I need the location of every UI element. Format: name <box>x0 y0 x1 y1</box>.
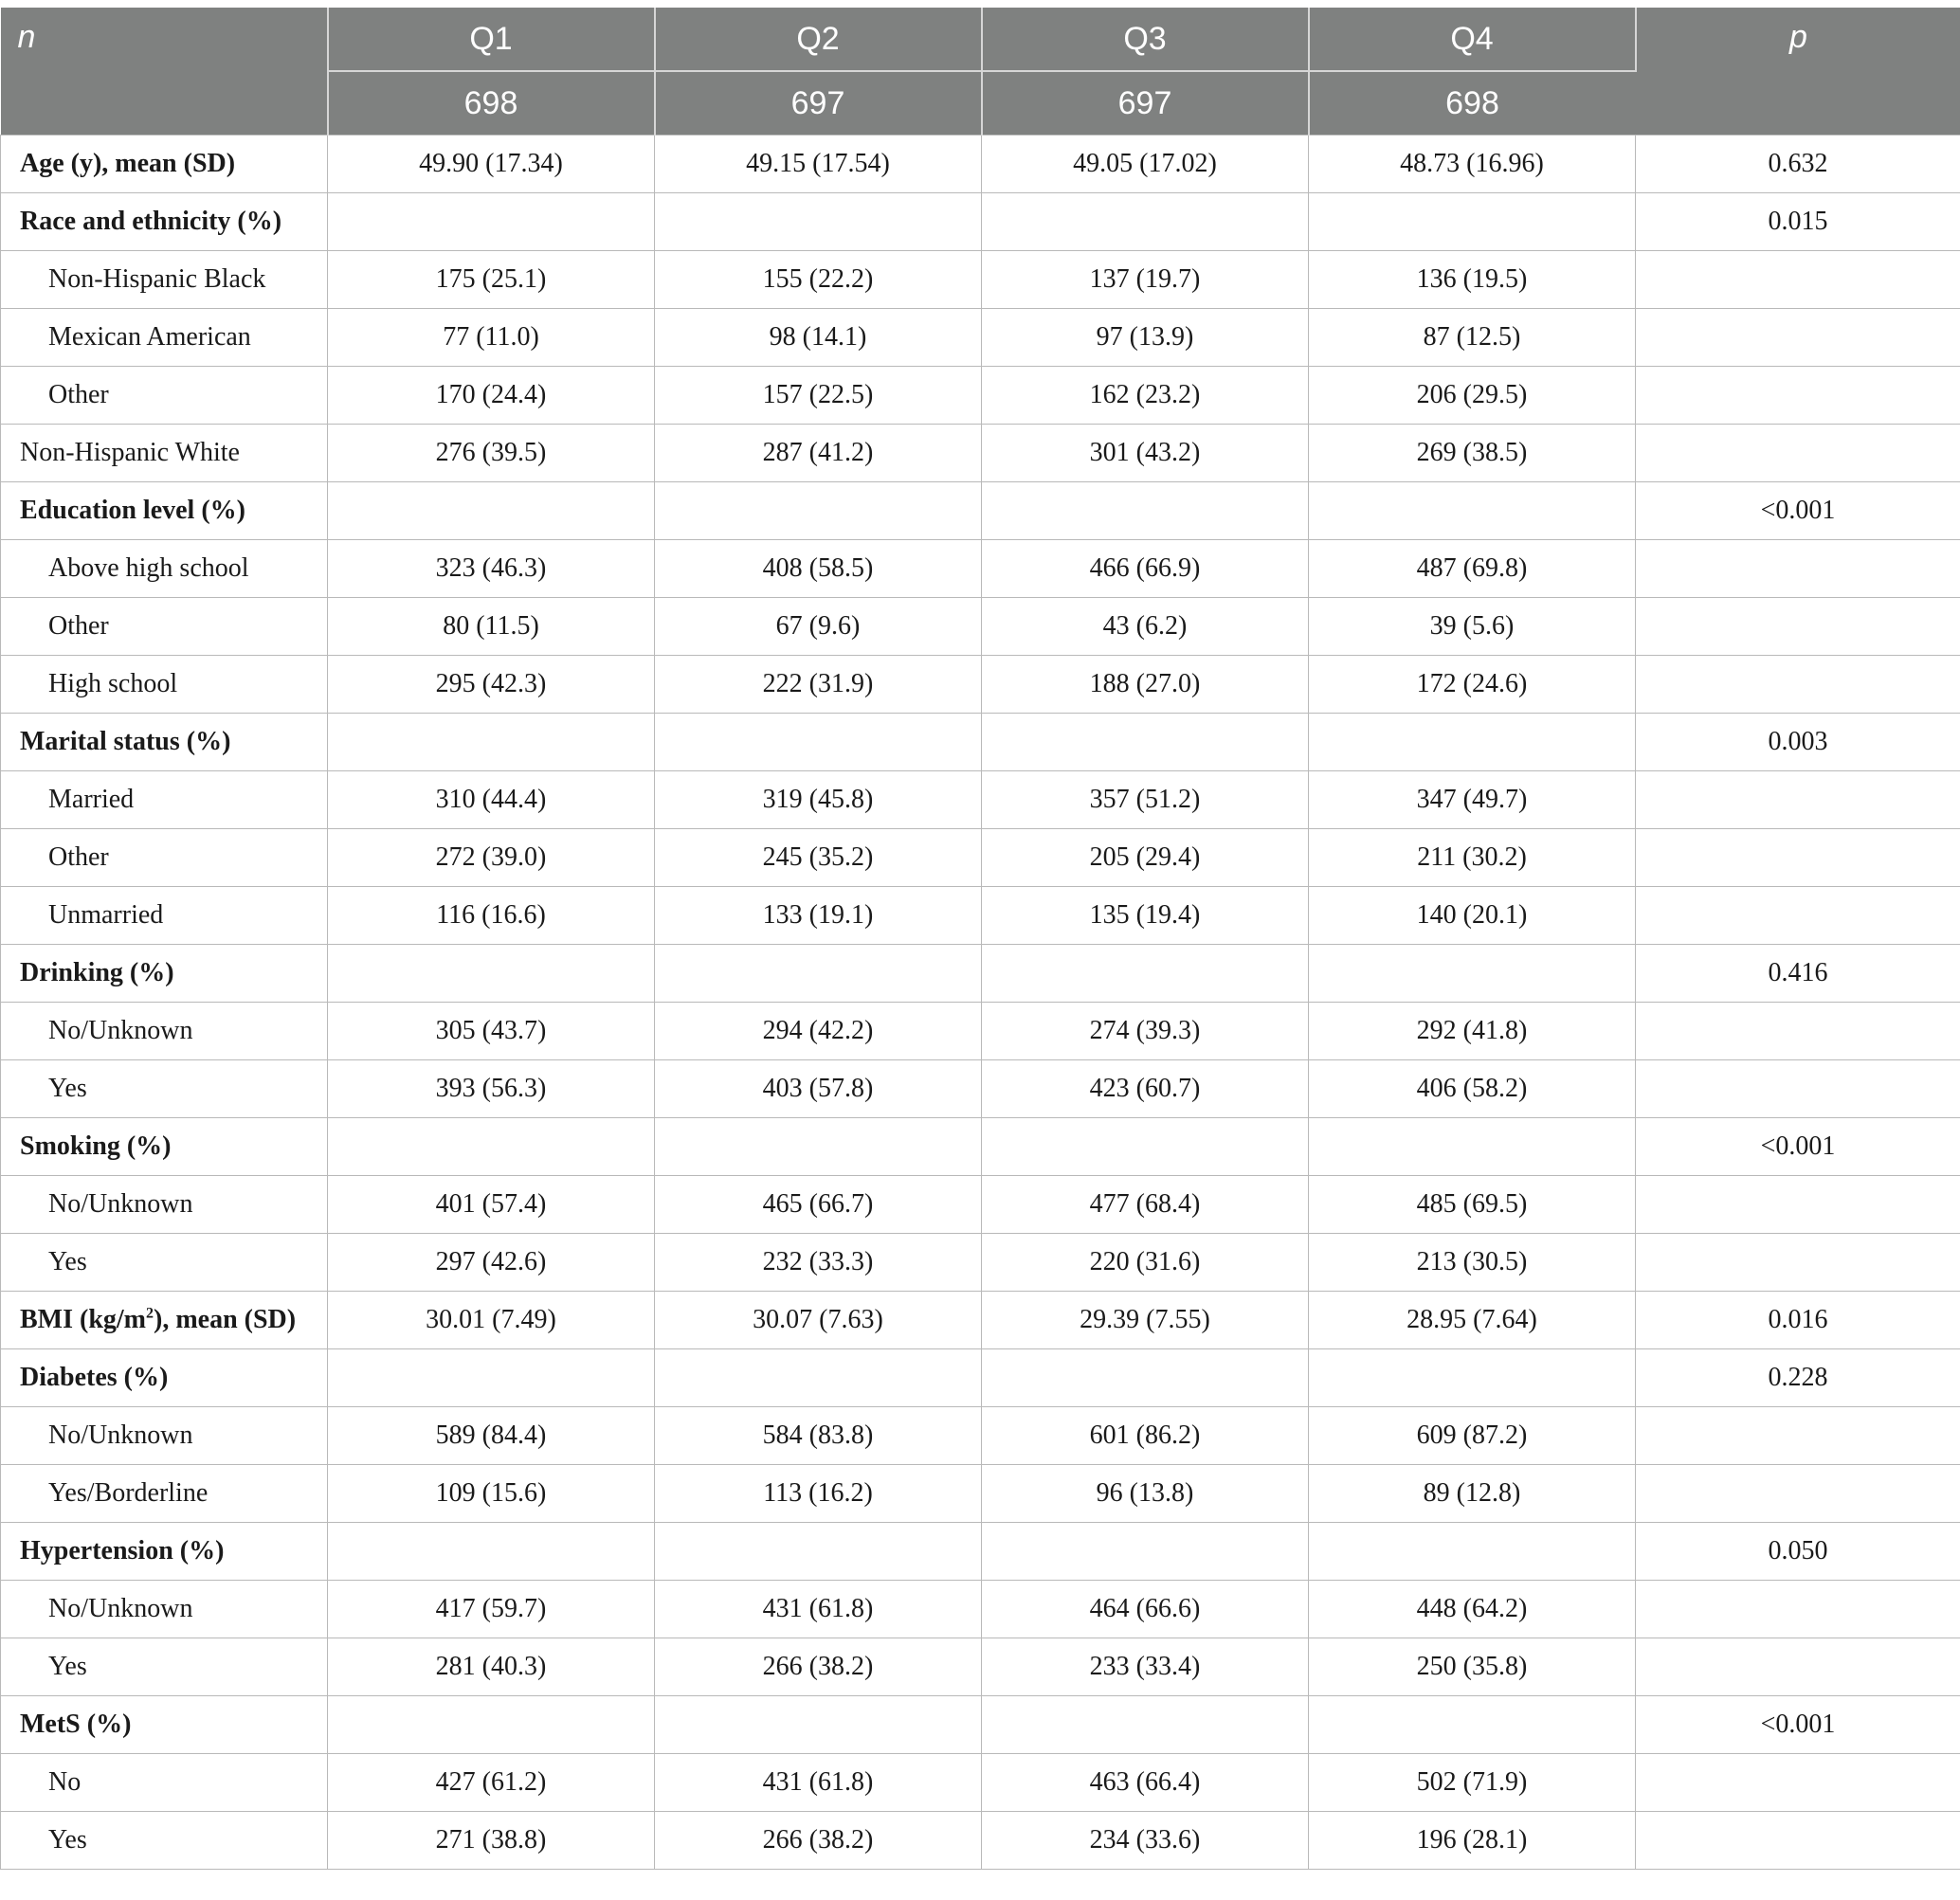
q2-header: Q2 <box>655 8 982 71</box>
q2-cell: 133 (19.1) <box>655 887 982 945</box>
q3-cell <box>982 193 1309 251</box>
table-row <box>1 1812 1960 1870</box>
q1-cell: 589 (84.4) <box>328 1407 655 1465</box>
q3-cell: 49.05 (17.02) <box>982 136 1309 193</box>
q3-cell: 274 (39.3) <box>982 1003 1309 1060</box>
table-row <box>1 1696 1960 1754</box>
q2-cell: 287 (41.2) <box>655 425 982 482</box>
q3-cell: 205 (29.4) <box>982 829 1309 887</box>
table-row <box>1 771 1960 829</box>
q3-cell: 29.39 (7.55) <box>982 1292 1309 1349</box>
row-label: Yes/Borderline <box>1 1465 328 1523</box>
table-row <box>1 829 1960 887</box>
table-row <box>1 251 1960 309</box>
p-value-cell: 0.016 <box>1636 1292 1960 1349</box>
q2-cell <box>655 1696 982 1754</box>
row-label: Other <box>1 598 328 656</box>
row-label: Mexican American <box>1 309 328 367</box>
q3-cell: 233 (33.4) <box>982 1638 1309 1696</box>
q3-cell: 466 (66.9) <box>982 540 1309 598</box>
q1-cell <box>328 1118 655 1176</box>
q4-cell: 172 (24.6) <box>1309 656 1636 714</box>
q4-cell <box>1309 1696 1636 1754</box>
row-label: No/Unknown <box>1 1176 328 1234</box>
q1-cell: 276 (39.5) <box>328 425 655 482</box>
table-row <box>1 136 1960 193</box>
q4-cell <box>1309 945 1636 1003</box>
q2-cell: 266 (38.2) <box>655 1812 982 1870</box>
p-value-cell <box>1636 309 1960 367</box>
q2-cell <box>655 1349 982 1407</box>
q4-cell <box>1309 193 1636 251</box>
p-value-cell: <0.001 <box>1636 1118 1960 1176</box>
table-row <box>1 1407 1960 1465</box>
p-value-cell <box>1636 1003 1960 1060</box>
row-label: Yes <box>1 1812 328 1870</box>
row-label: No <box>1 1754 328 1812</box>
q2-cell: 49.15 (17.54) <box>655 136 982 193</box>
table-row <box>1 425 1960 482</box>
q3-cell: 135 (19.4) <box>982 887 1309 945</box>
q1-cell: 49.90 (17.34) <box>328 136 655 193</box>
q2-cell: 113 (16.2) <box>655 1465 982 1523</box>
row-label-text: ), mean (SD) <box>154 1305 297 1334</box>
q4-cell: 211 (30.2) <box>1309 829 1636 887</box>
q4-cell: 89 (12.8) <box>1309 1465 1636 1523</box>
p-value-cell <box>1636 1234 1960 1292</box>
q2-cell: 98 (14.1) <box>655 309 982 367</box>
row-label: Diabetes (%) <box>1 1349 328 1407</box>
q3-cell <box>982 945 1309 1003</box>
q1-cell: 305 (43.7) <box>328 1003 655 1060</box>
table-row <box>1 656 1960 714</box>
p-value-cell: <0.001 <box>1636 482 1960 540</box>
q3-cell: 220 (31.6) <box>982 1234 1309 1292</box>
q1-cell: 295 (42.3) <box>328 656 655 714</box>
table-row <box>1 1060 1960 1118</box>
row-label: Above high school <box>1 540 328 598</box>
q3-cell <box>982 714 1309 771</box>
p-value-cell <box>1636 771 1960 829</box>
row-label: MetS (%) <box>1 1696 328 1754</box>
q4-cell: 140 (20.1) <box>1309 887 1636 945</box>
q3-cell: 357 (51.2) <box>982 771 1309 829</box>
q4-cell: 485 (69.5) <box>1309 1176 1636 1234</box>
q4-cell: 250 (35.8) <box>1309 1638 1636 1696</box>
row-label: Other <box>1 829 328 887</box>
table-row <box>1 945 1960 1003</box>
n-header: n <box>1 8 328 136</box>
q1-cell: 323 (46.3) <box>328 540 655 598</box>
q2-cell <box>655 945 982 1003</box>
q3-cell: 43 (6.2) <box>982 598 1309 656</box>
q1-cell <box>328 945 655 1003</box>
table-row <box>1 482 1960 540</box>
p-value-cell: 0.015 <box>1636 193 1960 251</box>
q1-cell: 116 (16.6) <box>328 887 655 945</box>
q2-cell: 245 (35.2) <box>655 829 982 887</box>
q1-cell: 417 (59.7) <box>328 1581 655 1638</box>
q3-cell: 234 (33.6) <box>982 1812 1309 1870</box>
row-label: Age (y), mean (SD) <box>1 136 328 193</box>
q3-cell: 188 (27.0) <box>982 656 1309 714</box>
p-value-cell <box>1636 887 1960 945</box>
table-body <box>1 136 1960 1870</box>
p-value-cell <box>1636 1812 1960 1870</box>
table-container <box>0 8 1960 1870</box>
row-label <box>1 1292 328 1349</box>
q3-cell <box>982 1118 1309 1176</box>
q4-cell: 196 (28.1) <box>1309 1812 1636 1870</box>
row-label: Race and ethnicity (%) <box>1 193 328 251</box>
p-value-cell: 0.050 <box>1636 1523 1960 1581</box>
q4-cell: 448 (64.2) <box>1309 1581 1636 1638</box>
q2-cell <box>655 714 982 771</box>
p-value-cell <box>1636 829 1960 887</box>
row-label-text: BMI (kg/m <box>20 1305 146 1334</box>
q2-cell <box>655 193 982 251</box>
table-row <box>1 1638 1960 1696</box>
q4-cell: 269 (38.5) <box>1309 425 1636 482</box>
row-label: Hypertension (%) <box>1 1523 328 1581</box>
p-value-cell: <0.001 <box>1636 1696 1960 1754</box>
table-row <box>1 887 1960 945</box>
row-label: Other <box>1 367 328 425</box>
q1-cell: 393 (56.3) <box>328 1060 655 1118</box>
q3-count: 697 <box>982 71 1309 136</box>
q4-cell: 502 (71.9) <box>1309 1754 1636 1812</box>
q1-cell <box>328 1349 655 1407</box>
q2-cell: 294 (42.2) <box>655 1003 982 1060</box>
q2-cell: 155 (22.2) <box>655 251 982 309</box>
p-value-cell: 0.003 <box>1636 714 1960 771</box>
q3-cell: 162 (23.2) <box>982 367 1309 425</box>
p-value-cell <box>1636 540 1960 598</box>
q4-cell: 136 (19.5) <box>1309 251 1636 309</box>
q3-cell: 97 (13.9) <box>982 309 1309 367</box>
p-value-cell <box>1636 1176 1960 1234</box>
q1-cell <box>328 1523 655 1581</box>
q1-cell: 175 (25.1) <box>328 251 655 309</box>
q2-cell <box>655 1118 982 1176</box>
q3-cell: 96 (13.8) <box>982 1465 1309 1523</box>
p-value-cell <box>1636 1754 1960 1812</box>
q4-cell: 406 (58.2) <box>1309 1060 1636 1118</box>
q1-cell: 401 (57.4) <box>328 1176 655 1234</box>
table-row <box>1 540 1960 598</box>
q2-cell: 465 (66.7) <box>655 1176 982 1234</box>
q4-cell: 609 (87.2) <box>1309 1407 1636 1465</box>
q2-cell <box>655 1523 982 1581</box>
q1-cell <box>328 482 655 540</box>
table-row <box>1 193 1960 251</box>
p-value-cell <box>1636 1581 1960 1638</box>
row-label: Smoking (%) <box>1 1118 328 1176</box>
p-value-cell: 0.228 <box>1636 1349 1960 1407</box>
q4-cell: 292 (41.8) <box>1309 1003 1636 1060</box>
p-value-cell <box>1636 1638 1960 1696</box>
q4-cell: 28.95 (7.64) <box>1309 1292 1636 1349</box>
baseline-characteristics-table <box>0 8 1960 1870</box>
q2-cell: 222 (31.9) <box>655 656 982 714</box>
q2-cell: 431 (61.8) <box>655 1581 982 1638</box>
p-value-cell <box>1636 367 1960 425</box>
row-label: Marital status (%) <box>1 714 328 771</box>
q4-count: 698 <box>1309 71 1636 136</box>
q4-cell <box>1309 482 1636 540</box>
row-label: Yes <box>1 1060 328 1118</box>
p-value-cell <box>1636 1465 1960 1523</box>
table-row <box>1 1523 1960 1581</box>
p-value-cell <box>1636 1407 1960 1465</box>
q2-cell <box>655 482 982 540</box>
q1-cell: 272 (39.0) <box>328 829 655 887</box>
q1-header: Q1 <box>328 8 655 71</box>
row-label: Married <box>1 771 328 829</box>
q1-cell <box>328 714 655 771</box>
q1-cell: 297 (42.6) <box>328 1234 655 1292</box>
row-label: No/Unknown <box>1 1581 328 1638</box>
q2-cell: 408 (58.5) <box>655 540 982 598</box>
q3-header: Q3 <box>982 8 1309 71</box>
table-row <box>1 309 1960 367</box>
q1-cell: 271 (38.8) <box>328 1812 655 1870</box>
table-row <box>1 1292 1960 1349</box>
q1-cell: 170 (24.4) <box>328 367 655 425</box>
q4-cell <box>1309 1118 1636 1176</box>
q2-cell: 67 (9.6) <box>655 598 982 656</box>
q2-count: 697 <box>655 71 982 136</box>
table-row <box>1 1581 1960 1638</box>
q3-cell <box>982 1523 1309 1581</box>
p-value-cell <box>1636 656 1960 714</box>
row-label: Unmarried <box>1 887 328 945</box>
q1-cell: 80 (11.5) <box>328 598 655 656</box>
q4-cell: 213 (30.5) <box>1309 1234 1636 1292</box>
q4-cell: 206 (29.5) <box>1309 367 1636 425</box>
p-value-cell <box>1636 251 1960 309</box>
row-label: Yes <box>1 1234 328 1292</box>
q3-cell <box>982 1696 1309 1754</box>
table-row <box>1 1465 1960 1523</box>
table-row <box>1 1118 1960 1176</box>
p-header: p <box>1636 8 1960 136</box>
row-label: No/Unknown <box>1 1003 328 1060</box>
q2-cell: 266 (38.2) <box>655 1638 982 1696</box>
q1-cell <box>328 1696 655 1754</box>
row-label: Non-Hispanic Black <box>1 251 328 309</box>
p-value-cell <box>1636 1060 1960 1118</box>
q3-cell <box>982 482 1309 540</box>
row-label: Yes <box>1 1638 328 1696</box>
table-row <box>1 1176 1960 1234</box>
q4-cell: 487 (69.8) <box>1309 540 1636 598</box>
row-label: Non-Hispanic White <box>1 425 328 482</box>
row-label: Drinking (%) <box>1 945 328 1003</box>
table-row <box>1 714 1960 771</box>
row-label: Education level (%) <box>1 482 328 540</box>
p-value-cell <box>1636 598 1960 656</box>
q3-cell: 477 (68.4) <box>982 1176 1309 1234</box>
table-row <box>1 1234 1960 1292</box>
q3-cell: 137 (19.7) <box>982 251 1309 309</box>
q1-cell <box>328 193 655 251</box>
row-label: No/Unknown <box>1 1407 328 1465</box>
q3-cell: 301 (43.2) <box>982 425 1309 482</box>
q4-cell <box>1309 1349 1636 1407</box>
q3-cell: 423 (60.7) <box>982 1060 1309 1118</box>
table-row <box>1 1003 1960 1060</box>
p-value-cell: 0.632 <box>1636 136 1960 193</box>
table-row <box>1 598 1960 656</box>
p-value-cell: 0.416 <box>1636 945 1960 1003</box>
q2-cell: 403 (57.8) <box>655 1060 982 1118</box>
q1-cell: 77 (11.0) <box>328 309 655 367</box>
q2-cell: 157 (22.5) <box>655 367 982 425</box>
q1-cell: 427 (61.2) <box>328 1754 655 1812</box>
table-row <box>1 367 1960 425</box>
table-row <box>1 1754 1960 1812</box>
q1-cell: 281 (40.3) <box>328 1638 655 1696</box>
header-row-quartiles <box>1 8 1960 71</box>
q2-cell: 232 (33.3) <box>655 1234 982 1292</box>
q4-cell: 48.73 (16.96) <box>1309 136 1636 193</box>
p-value-cell <box>1636 425 1960 482</box>
q4-cell <box>1309 714 1636 771</box>
q4-cell: 87 (12.5) <box>1309 309 1636 367</box>
table-row <box>1 1349 1960 1407</box>
table-header <box>1 8 1960 136</box>
q3-cell: 463 (66.4) <box>982 1754 1309 1812</box>
q1-cell: 30.01 (7.49) <box>328 1292 655 1349</box>
q3-cell: 464 (66.6) <box>982 1581 1309 1638</box>
q1-cell: 109 (15.6) <box>328 1465 655 1523</box>
q3-cell <box>982 1349 1309 1407</box>
q2-cell: 319 (45.8) <box>655 771 982 829</box>
q3-cell: 601 (86.2) <box>982 1407 1309 1465</box>
row-label-superscript: 2 <box>146 1305 154 1322</box>
q4-cell: 347 (49.7) <box>1309 771 1636 829</box>
q4-header: Q4 <box>1309 8 1636 71</box>
row-label: High school <box>1 656 328 714</box>
q2-cell: 431 (61.8) <box>655 1754 982 1812</box>
q4-cell: 39 (5.6) <box>1309 598 1636 656</box>
q4-cell <box>1309 1523 1636 1581</box>
q2-cell: 30.07 (7.63) <box>655 1292 982 1349</box>
q1-cell: 310 (44.4) <box>328 771 655 829</box>
q1-count: 698 <box>328 71 655 136</box>
q2-cell: 584 (83.8) <box>655 1407 982 1465</box>
